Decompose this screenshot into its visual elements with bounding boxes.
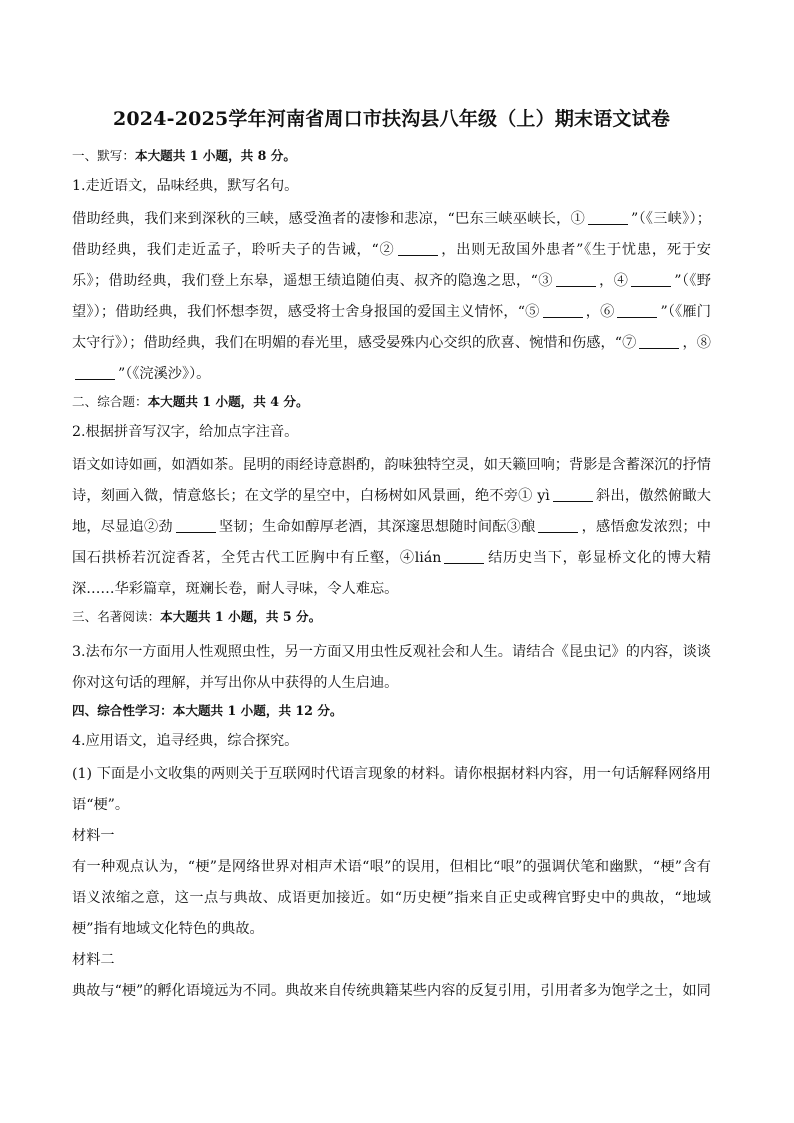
section-info: 本大题共 1 小题，共 12 分。 (172, 703, 343, 718)
answer-blank-3[interactable] (556, 272, 596, 287)
q1-text: ”（《雁门太守行》）；借助经典，我们在明媚的春光里，感受晏殊内心交织的欣喜、惋惜和伤感，“⑦ (72, 304, 711, 351)
question-4-sub1: (1) 下面是小文收集的两则关于互联网时代语言现象的材料。请你根据材料内容，用一句话解释网络用语“梗”。 (72, 766, 711, 813)
material-2-text: 典故与“梗”的孵化语境远为不同。典故来自传统典籍某些内容的反复引用，引用者多为饱学之士，如同 (72, 983, 711, 999)
answer-blank-yi[interactable] (553, 487, 593, 502)
section-info: 本大题共 1 小题，共 8 分。 (134, 148, 296, 163)
section-heading-1 (72, 146, 711, 166)
section-prefix: 一、默写： (72, 148, 135, 163)
q2-text: ，感悟愈发浓烈；中国石拱桥若沉淀香茗，全凭古代工匠胸中有丘壑，④lián (72, 519, 711, 566)
section-heading-3 (72, 607, 711, 627)
answer-blank-jin[interactable] (176, 518, 216, 533)
question-1-body (72, 204, 711, 390)
answer-blank-7[interactable] (639, 334, 679, 349)
q1-text: ，⑧ (682, 335, 711, 351)
q1-text: ”（《野望》）；借助经典，我们怀想李贺，感受将士舍身报国的爱国主义情怀，“⑤ (72, 273, 711, 320)
question-2-body (72, 450, 711, 605)
material-2-label: 材料二 (72, 952, 115, 968)
question-4-stem: 4.应用语文，追寻经典，综合探究。 (72, 733, 299, 749)
answer-blank-2[interactable] (398, 241, 438, 256)
exam-title: 2024-2025学年河南省周口市扶沟县八年级（上）期末语文试卷 (112, 108, 671, 130)
section-prefix: 四、综合性学习： (72, 703, 173, 718)
q1-text: ”（《三峡》）；借助经典，我们走近孟子，聆听夫子的告诫，“② (72, 211, 711, 258)
q2-text: 结历史当下，彰显桥文化的博大精深……华彩篇章，斑斓长卷，耐人寻味，令人难忘。 (72, 550, 711, 597)
q1-text: ，⑥ (585, 304, 615, 320)
q1-text: 借助经典，我们来到深秋的三峡，感受渔者的凄惨和悲凉，“巴东三峡巫峡长，① (72, 211, 586, 227)
section-prefix: 二、综合题： (72, 394, 148, 409)
section-prefix: 三、名著阅读： (72, 609, 161, 624)
section-info: 本大题共 1 小题，共 5 分。 (160, 609, 322, 624)
section-heading-4 (72, 701, 711, 721)
material-1-label: 材料一 (72, 828, 115, 844)
answer-blank-5[interactable] (543, 303, 583, 318)
question-1-stem: 1.走近语文，品味经典，默写名句。 (72, 178, 299, 194)
q1-text: ，出则无敌国外患者”《生于忧患，死于安乐》；借助经典，我们登上东皋，遥想王绩追随伯夷、叔齐的隐逸之思，“③ (72, 242, 711, 289)
answer-blank-1[interactable] (588, 210, 628, 225)
answer-blank-niang[interactable] (538, 518, 578, 533)
q2-text: 坚韧；生命如醇厚老酒，其深邃思想随时间酝③酿 (218, 519, 536, 535)
answer-blank-8[interactable] (75, 365, 115, 380)
q2-text: 斜出，傲然俯瞰大地，尽显追②劲 (72, 488, 711, 535)
answer-blank-lian[interactable] (444, 549, 484, 564)
section-heading-2 (72, 392, 711, 412)
question-3-body: 3.法布尔一方面用人性观照虫性，另一方面又用虫性反观社会和人生。请结合《昆虫记》的内容，谈谈你对这句话的理解，并写出你从中获得的人生启迪。 (72, 644, 711, 691)
section-info: 本大题共 1 小题，共 4 分。 (147, 394, 309, 409)
answer-blank-6[interactable] (617, 303, 657, 318)
q2-text: 语文如诗如画，如酒如茶。昆明的雨经诗意斟酌，韵味独特空灵，如天籁回响；背影是含蓄深沉的抒情诗，刻画入微，情意悠长；在文学的星空中，白杨树如风景画，绝不旁① yì (72, 457, 711, 504)
material-1-text: 有一种观点认为，“梗”是网络世界对相声术语“哏”的误用，但相比“哏”的强调伏笔和幽默，“梗”含有语义浓缩之意，这一点与典故、成语更加接近。如“历史梗”指来自正史或稗官野史中的典故，“地域梗”指有地域文化特色的典故。 (72, 859, 711, 937)
q1-text: ”（《浣溪沙》）。 (118, 366, 211, 382)
answer-blank-4[interactable] (631, 272, 671, 287)
question-2-stem: 2.根据拼音写汉字，给加点字注音。 (72, 424, 299, 440)
q1-text: ，④ (598, 273, 629, 289)
